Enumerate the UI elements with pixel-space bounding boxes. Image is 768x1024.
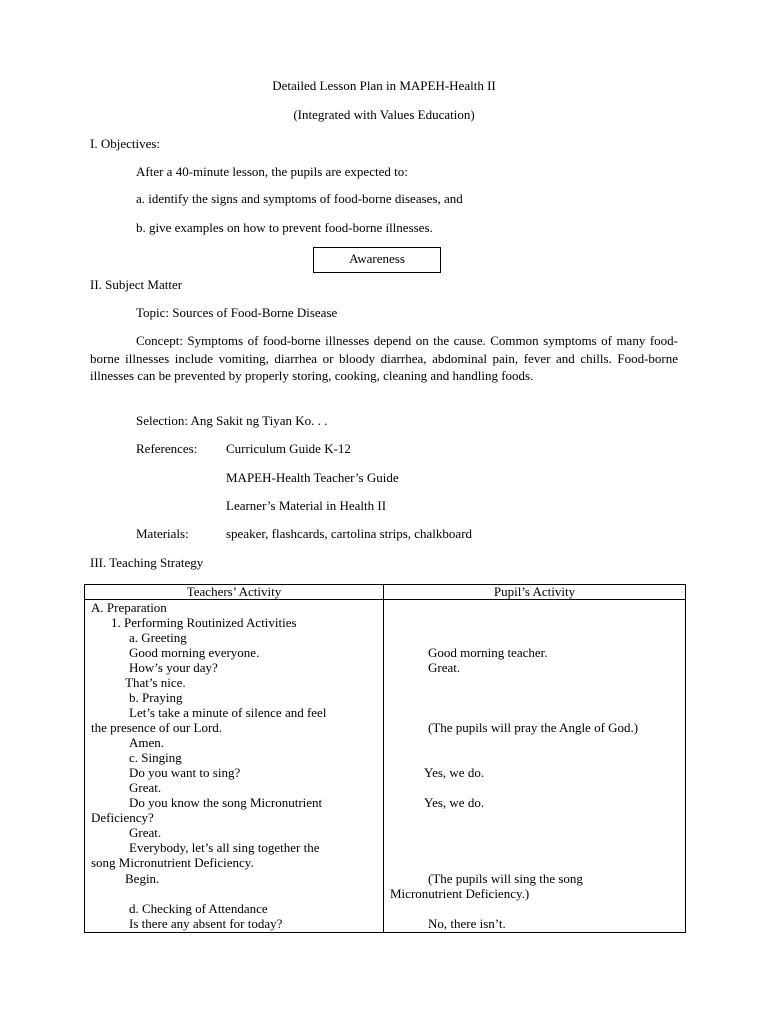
topic-line: Topic: Sources of Food-Borne Disease [136, 305, 338, 320]
teacher-line: That’s nice. [125, 675, 186, 690]
teaching-strategy-heading: III. Teaching Strategy [90, 555, 204, 570]
materials-label: Materials: [136, 526, 189, 541]
awareness-box: Awareness [313, 247, 441, 273]
teacher-line: Everybody, let’s all sing together the [129, 840, 320, 855]
teacher-line: Let’s take a minute of silence and feel [129, 705, 327, 720]
reference-item: Curriculum Guide K-12 [226, 441, 351, 456]
teacher-line: A. Preparation [91, 600, 167, 615]
document-title: Detailed Lesson Plan in MAPEH-Health II [272, 78, 496, 93]
objectives-heading: I. Objectives: [90, 136, 161, 151]
teacher-line: Good morning everyone. [129, 645, 260, 660]
teacher-line: song Micronutrient Deficiency. [91, 855, 254, 870]
pupil-activity-cell [384, 600, 686, 933]
objective-item-a: a. identify the signs and symptoms of food-borne diseases, and [136, 191, 463, 206]
teacher-line: Great. [129, 780, 162, 795]
pupil-line: Micronutrient Deficiency.) [390, 886, 530, 901]
teacher-line: d. Checking of Attendance [129, 901, 268, 916]
pupil-line: Good morning teacher. [428, 645, 548, 660]
teacher-line: c. Singing [129, 750, 182, 765]
materials-list: speaker, flashcards, cartolina strips, chalkboard [226, 526, 473, 541]
pupil-line: Great. [428, 660, 461, 675]
objectives-intro: After a 40-minute lesson, the pupils are expected to: [136, 164, 408, 179]
teacher-line: Deficiency? [91, 810, 154, 825]
document-subtitle: (Integrated with Values Education) [293, 107, 475, 122]
selection-line: Selection: Ang Sakit ng Tiyan Ko. . . [136, 413, 328, 428]
teacher-line: How’s your day? [129, 660, 218, 675]
teacher-line: the presence of our Lord. [91, 720, 223, 735]
reference-item: Learner’s Material in Health II [226, 498, 387, 513]
pupil-line: (The pupils will sing the song [428, 871, 583, 886]
teacher-line: a. Greeting [129, 630, 187, 645]
teacher-line: 1. Performing Routinized Activities [111, 615, 297, 630]
concept-paragraph: Concept: Symptoms of food-borne illnesses depend on the cause. Common symptoms of many food-borne illnesses include vomiting, diarrhea or bloody diarrhea, abdominal pain, fever and chills. Food-borne illnesses can be prevented by properly storing, cooking, cleaning and handling foods. [90, 333, 678, 383]
column-header-pupil: Pupil’s Activity [384, 585, 686, 600]
pupil-line: Yes, we do. [424, 765, 485, 780]
column-header-teacher: Teachers’ Activity [85, 585, 384, 600]
teacher-line: Great. [129, 825, 162, 840]
pupil-line: No, there isn’t. [428, 916, 506, 931]
teacher-line: b. Praying [129, 690, 183, 705]
teacher-activity-cell [85, 600, 384, 933]
references-label: References: [136, 441, 198, 456]
teacher-line: Amen. [129, 735, 165, 750]
teacher-line: Do you want to sing? [129, 765, 241, 780]
teacher-line: Begin. [125, 871, 160, 886]
reference-item: MAPEH-Health Teacher’s Guide [226, 470, 399, 485]
subject-matter-heading: II. Subject Matter [90, 277, 183, 292]
activity-table [84, 584, 686, 933]
pupil-line: (The pupils will pray the Angle of God.) [428, 720, 639, 735]
teacher-line: Is there any absent for today? [129, 916, 283, 931]
pupil-line: Yes, we do. [424, 795, 485, 810]
objective-item-b: b. give examples on how to prevent food-borne illnesses. [136, 220, 433, 235]
teacher-line: Do you know the song Micronutrient [129, 795, 323, 810]
